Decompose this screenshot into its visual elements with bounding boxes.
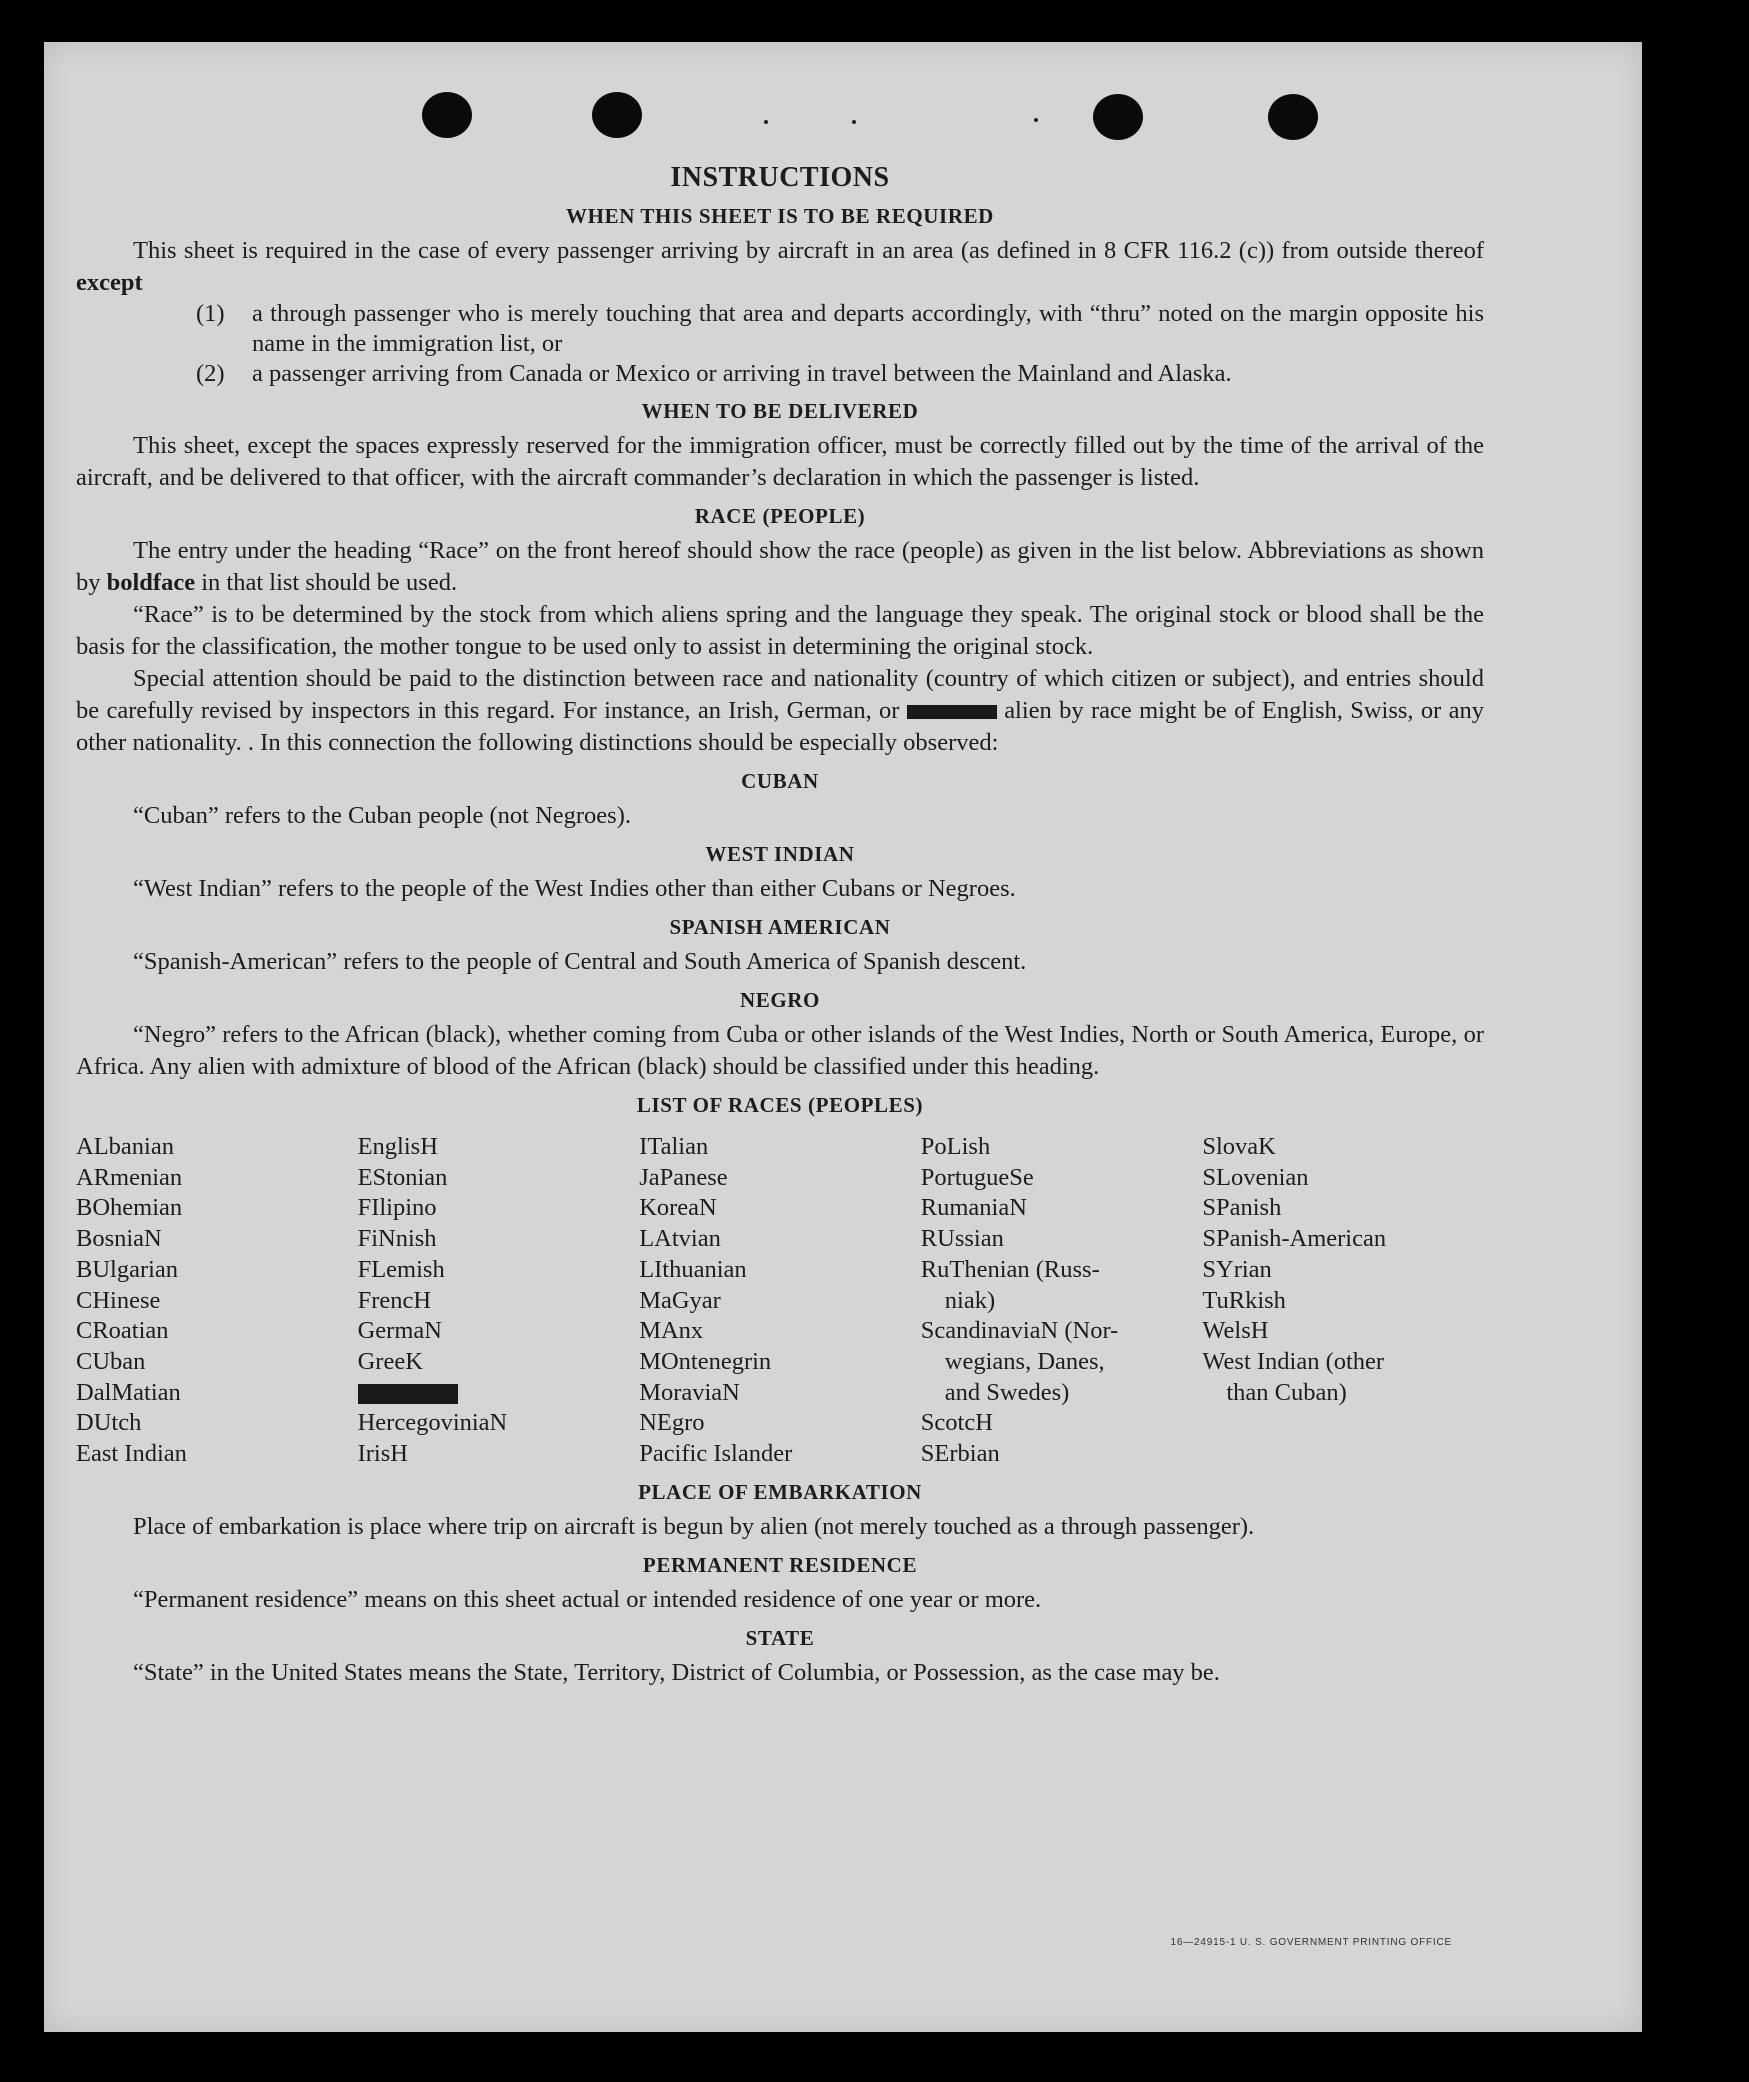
race-entry: IrisH [357,1440,408,1468]
section-text: Place of embarkation is place where trip on aircraft is begun by alien (not merely touched as a through passenger). [133,1512,1255,1540]
printer-imprint: 16—24915-1 U. S. GOVERNMENT PRINTING OFFICE [1170,1937,1452,1948]
section-heading: SPANISH AMERICAN [669,915,891,939]
section-text: “Negro” refers to the African (black), whether coming from Cuba or other islands of the West Indies, North or South America, Europe, or Africa. Any alien with admixture of blood of the African (black) should be classified under this heading. [76,1021,1484,1080]
speck [764,120,768,124]
section-text: “West Indian” refers to the people of the West Indies other than either Cubans or Negroes. [133,875,1016,902]
race-entry: BOhemian [76,1194,183,1222]
race-entry: HercegoviniaN [357,1409,508,1437]
section-heading: RACE (PEOPLE) [694,504,866,528]
race-entry: Pacific Islander [639,1440,793,1468]
race-entry: RuThenian (Russ- [920,1255,1100,1283]
section-cuban [76,769,1484,832]
race-entry: GermaN [357,1317,442,1345]
section-text: The entry under the heading “Race” on the front hereof should show the race (people) as given in the list below. Abbreviations as shown by boldface in that list should be used. [76,537,1484,596]
race-entry-redacted [358,1378,640,1409]
section-west-indian [76,842,1484,905]
punch-hole [1093,94,1143,140]
section-heading: WEST INDIAN [705,842,855,866]
punch-hole [422,92,472,138]
section-races-list [76,1093,1484,1470]
exception-item: (1) a through passenger who is merely touching that area and departs accordingly, with “thru” noted on the margin opposite his name in the immigration list, or [196,300,1484,357]
race-entry: FiNnish [357,1225,437,1253]
speck [852,120,856,124]
redaction-mark [358,1384,458,1404]
race-entry: DUtch [76,1409,142,1437]
section-heading: PERMANENT RESIDENCE [642,1552,918,1577]
race-entry: SlovaK [1202,1133,1276,1160]
race-entry: CUban [76,1347,146,1375]
section-state [76,1626,1484,1689]
section-negro [76,988,1484,1083]
section-residence [76,1553,1484,1616]
race-entry: TuRkish [1202,1286,1286,1314]
races-column [639,1132,921,1470]
races-table [76,1132,1484,1470]
race-entry: West Indian (other [1202,1347,1385,1375]
race-entry: PoLish [920,1133,991,1160]
race-entry-continued: wegians, Danes, [944,1347,1105,1375]
instructions-content [76,162,1484,1699]
race-entry: KoreaN [639,1194,717,1222]
speck [1034,118,1038,122]
race-entry: BosniaN [76,1225,162,1253]
race-entry: EStonian [357,1163,448,1191]
exception-item: (2) a passenger arriving from Canada or Mexico or arriving in travel between the Mainland and Alaska. [196,360,1232,387]
race-entry: East Indian [76,1440,187,1468]
race-entry: CHinese [76,1286,161,1314]
race-entry-continued: and Swedes) [944,1378,1070,1406]
punch-hole [1268,94,1318,140]
section-required [76,204,1484,389]
race-entry: SErbian [920,1440,1000,1468]
section-text: This sheet is required in the case of every passenger arriving by aircraft in an area (as defined in 8 CFR 116.2 (c)) from outside thereof except [76,237,1484,296]
race-entry: WelsH [1202,1317,1269,1345]
race-entry: PortugueSe [920,1163,1034,1191]
section-text: Special attention should be paid to the distinction between race and nationality (country of which citizen or subject), and entries should be carefully revised by inspectors in this regard. For instance, an Irish, German, or alien by race might be of English, Swiss, or any other nationality. . In this connection the following distinctions should be especially observed: [76,665,1485,756]
race-entry: BUlgarian [76,1255,179,1283]
races-column [1202,1132,1484,1470]
race-entry: LIthuanian [639,1255,747,1283]
race-entry: RumaniaN [920,1194,1027,1222]
race-entry: RUssian [920,1225,1004,1253]
section-delivered [76,399,1484,494]
document-page [44,42,1642,2032]
race-entry: MAnx [639,1317,704,1345]
race-entry: CRoatian [76,1317,169,1345]
section-heading: WHEN THIS SHEET IS TO BE REQUIRED [566,204,994,228]
race-entry: SLovenian [1202,1163,1309,1191]
race-entry: LAtvian [639,1225,721,1253]
section-heading: PLACE OF EMBARKATION [638,1479,922,1504]
race-entry: MaGyar [639,1286,721,1314]
page-title: INSTRUCTIONS [670,162,890,193]
race-entry: FrencH [357,1286,432,1314]
race-entry-continued: than Cuban) [1226,1378,1347,1406]
race-entry: FIlipino [357,1194,437,1222]
section-heading: NEGRO [739,988,820,1012]
races-column [76,1132,358,1470]
section-spanish-american [76,915,1484,978]
race-entry: ALbanian [76,1133,174,1160]
section-heading: WHEN TO BE DELIVERED [641,399,919,423]
races-column [358,1132,640,1470]
race-entry: SPanish [1202,1194,1282,1222]
race-entry: MOntenegrin [639,1347,772,1375]
section-heading: LIST OF RACES (PEOPLES) [636,1093,924,1117]
race-entry: ScandinaviaN (Nor- [920,1317,1119,1345]
race-entry: ITalian [639,1133,709,1160]
section-embarkation [76,1480,1484,1543]
section-text: This sheet, except the spaces expressly reserved for the immigration officer, must be correctly filled out by the time of the arrival of the aircraft, and be delivered to that officer, with the aircraft commander’s declaration in which the passenger is listed. [76,432,1484,491]
race-entry: ARmenian [76,1163,183,1191]
race-entry-continued: niak) [944,1286,996,1314]
section-race [76,504,1484,759]
section-heading: CUBAN [741,769,819,793]
redaction-mark [907,705,997,719]
race-entry: JaPanese [639,1163,728,1191]
punch-hole [592,92,642,138]
race-entry: EnglisH [357,1133,438,1160]
section-text: “Spanish-American” refers to the people of Central and South America of Spanish descent. [133,948,1027,975]
section-text: “Permanent residence” means on this sheet actual or intended residence of one year or more. [133,1585,1042,1613]
section-text: “State” in the United States means the State, Territory, District of Columbia, or Possession, as the case may be. [133,1658,1220,1686]
section-text: “Race” is to be determined by the stock from which aliens spring and the language they speak. The original stock or blood shall be the basis for the classification, the mother tongue to be used only to assist in determining the original stock. [76,601,1484,660]
race-entry: FLemish [357,1255,445,1283]
race-entry: SPanish-American [1202,1225,1387,1253]
race-entry: MoraviaN [639,1378,740,1406]
races-column [921,1132,1203,1470]
race-entry: DalMatian [76,1378,181,1406]
section-text: “Cuban” refers to the Cuban people (not Negroes). [133,802,631,829]
race-entry: ScotcH [920,1409,993,1437]
race-entry: NEgro [639,1409,705,1437]
section-heading: STATE [745,1625,815,1650]
race-entry: GreeK [357,1347,423,1375]
race-entry: SYrian [1202,1255,1272,1283]
